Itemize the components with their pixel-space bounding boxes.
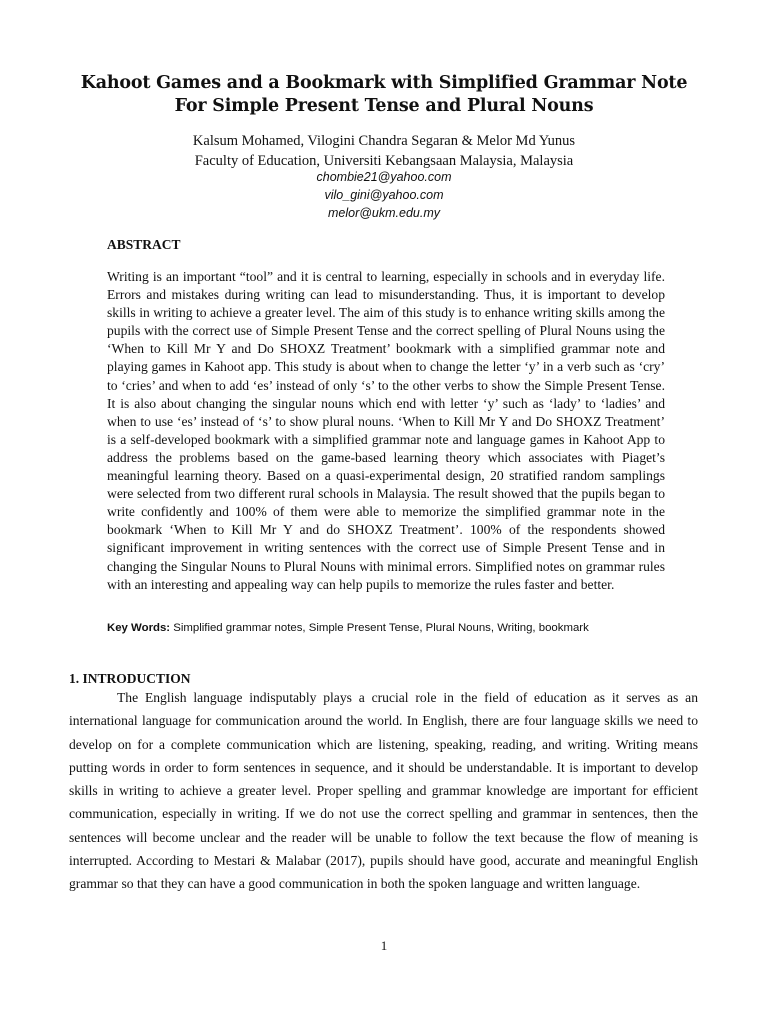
page-number: 1: [380, 938, 388, 953]
author-names: Kalsum Mohamed, Vilogini Chandra Segaran & Melor Md Yunus: [192, 133, 576, 149]
introduction-heading: 1. INTRODUCTION: [69, 671, 191, 686]
keywords-line: [107, 620, 667, 636]
author-affiliation: Faculty of Education, Universiti Kebangsaan Malaysia, Malaysia: [194, 153, 574, 169]
author-block: [60, 131, 708, 171]
author-emails: [60, 168, 708, 222]
author-email: chombie21@yahoo.com: [316, 170, 452, 184]
abstract-text: Writing is an important “tool” and it is central to learning, especially in schools and in everyday life. Errors and mistakes during writing can lead to misunderstanding. Thus, it is important to develop skills in writing to achieve a greater level. The aim of this study is to enhance writing skills among the pupils with the correct use of Simple Present Tense and the correct spelling of Plural Nouns using the ‘When to Kill Mr Y and Do SHOXZ Treatment’ bookmark with a simplified grammar note and playing games in Kahoot app. This study is about when to change the letter ‘y’ in a verb such as ‘cry’ to ‘cries’ and when to add ‘es’ instead of only ‘s’ to the other verbs to show the Simple Present Tense. It is also about changing the singular nouns which end with letter ‘y’ such as ‘lady’ to ‘ladies’ and when to use ‘es’ instead of ‘s’ to show plural nouns. ‘When to Kill Mr Y and Do SHOXZ Treatment’ is a self-developed bookmark with a simplified grammar note and language games in Kahoot App to address the problems based on the game-based learning theory which associates with Piaget’s meaningful learning theory. Based on a quasi-experimental design, 20 stratified random samplings were selected from two different rural schools in Malaysia. The result showed that the pupils began to write confidently and 100% of them were able to memorize the simplified grammar note in the bookmark ‘When to Kill Mr Y and do SHOXZ Treatment’. 100% of the respondents showed significant improvement in writing sentences with the correct use of Simple Present Tense and in changing the Singular Nouns to Plural Nouns with minimal errors. Simplified notes on grammar rules with an interesting and appealing way can help pupils to memorize the rules faster and better.: [107, 269, 665, 592]
author-email: melor@ukm.edu.my: [327, 206, 441, 220]
introduction-text: The English language indisputably plays a crucial role in the field of education as it serves as an international language for communication around the world. In English, there are four language skills we need to develop on for a complete communication which are listening, speaking, reading, and writing. Writing means putting words in order to form sentences in sequence, and it should be understandable. It is important to develop skills in writing to achieve a greater level. Proper spelling and grammar knowledge are important for efficient communication, especially in writing. If we do not use the correct spelling and grammar in sentences, then the sentences will become unclear and the reader will be unable to follow the text because the flow of meaning is interrupted. According to Mestari & Malabar (2017), pupils should have good, accurate and meaningful English grammar so that they can have a good communication in both the spoken language and written language.: [69, 690, 698, 892]
paper-title-line-1: Kahoot Games and a Bookmark with Simplified Grammar Note: [80, 73, 688, 93]
keywords-label: Key Words:: [107, 622, 171, 634]
paper-title: [60, 72, 708, 118]
author-email: vilo_gini@yahoo.com: [324, 188, 444, 202]
keywords-text: Simplified grammar notes, Simple Present Tense, Plural Nouns, Writing, bookmark: [173, 622, 589, 634]
abstract-heading: ABSTRACT: [107, 237, 181, 252]
paper-title-line-2: For Simple Present Tense and Plural Nouns: [174, 96, 594, 116]
